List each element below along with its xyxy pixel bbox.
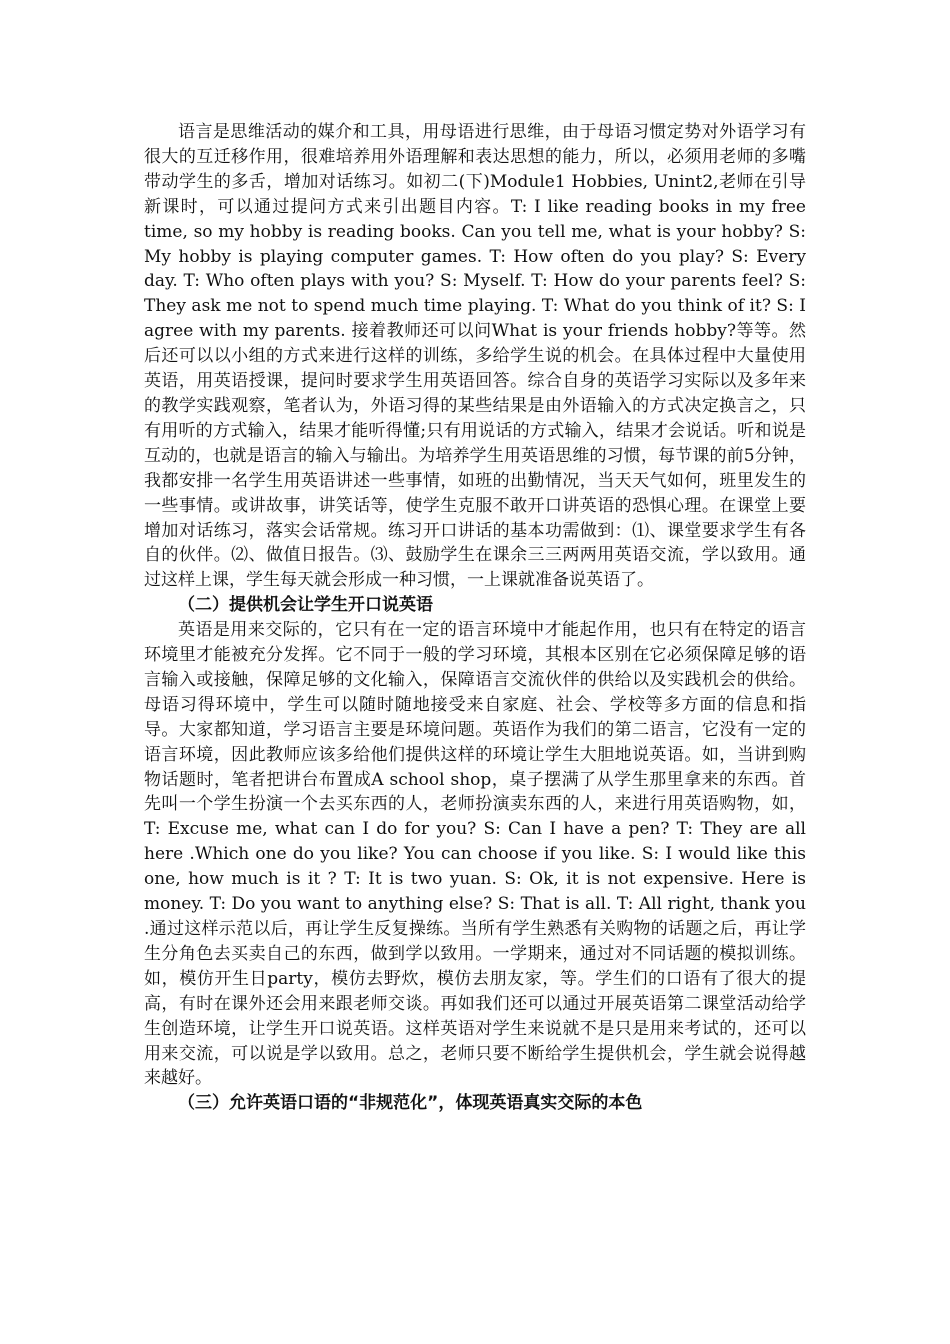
document-body <box>144 120 806 1116</box>
section-heading-3: （三）允许英语口语的“非规范化”，体现英语真实交际的本色 <box>178 1093 643 1114</box>
section-heading-2: （二）提供机会让学生开口说英语 <box>178 595 433 616</box>
paragraph-provide-opportunities: 英语是用来交际的，它只有在一定的语言环境中才能起作用，也只有在特定的语言环境里才能被充分发挥。它不同于一般的学习环境，其根本区别在它必须保障足够的语言输入或接触，保障足够的文化输入，保障语言交流伙伴的供给以及实践机会的供给。母语习得环境中，学生可以随时随地接受来自家庭、社会、学校等多方面的信息和指导。大家都知道，学习语言主要是环境问题。英语作为我们的第二语言，它没有一定的语言环境，因此教师应该多给他们提供这样的环境让学生大胆地说英语。如，当讲到购物话题时，笔者把讲台布置成A school shop，桌子摆满了从学生那里拿来的东西。首先叫一个学生扮演一个去买东西的人，老师扮演卖东西的人，来进行用英语购物，如，T: Excuse me, what can I do for you? S: Can I have a pen? T: They are all here .Which one do you like? You can choose if you like. S: I would like this one, how much is it ? T: It is two yuan. S: Ok, it is not expensive. Here is money. T: Do you want to anything else? S: That is all. T: All right, thank you .通过这样示范以后，再让学生反复操练。当所有学生熟悉有关购物的话题之后，再让学生分角色去买卖自己的东西，做到学以致用。一学期来，通过对不同话题的模拟训练。如，模仿开生日party，模仿去野炊，模仿去朋友家，等。学生们的口语有了很大的提高，有时在课外还会用来跟老师交谈。再如我们还可以通过开展英语第二课堂活动给学生创造环境，让学生开口说英语。这样英语对学生来说就不是只是用来考试的，还可以用来交流，可以说是学以致用。总之，老师只要不断给学生提供机会，学生就会说得越来越好。 <box>144 620 806 1089</box>
paragraph-speaking-practice: 语言是思维活动的媒介和工具，用母语进行思维，由于母语习惯定势对外语学习有很大的互迁移作用，很难培养用外语理解和表达思想的能力，所以，必须用老师的多嘴带动学生的多舌，增加对话练习。如初二(下)Module1 Hobbies, Unint2,老师在引导新课时，可以通过提问方式来引出题目内容。T: I like reading books in my free time, so my hobby is reading books. Can you tell me, what is your hobby? S: My hobby is playing computer games. T: How often do you play? S: Every day. T: Who often plays with you? S: Myself. T: How do your parents feel? S: They ask me not to spend much time playing. T: What do you think of it? S: I agree with my parents. 接着教师还可以问What is your friends hobby?等等。然后还可以以小组的方式来进行这样的训练，多给学生说的机会。在具体过程中大量使用英语，用英语授课，提问时要求学生用英语回答。综合自身的英语学习实际以及多年来的教学实践观察，笔者认为，外语习得的某些结果是由外语输入的方式决定换言之，只有用听的方式输入，结果才能听得懂;只有用说话的方式输入，结果才会说话。听和说是互动的，也就是语言的输入与输出。为培养学生用英语思维的习惯，每节课的前5分钟，我都安排一名学生用英语讲述一些事情，如班的出勤情况，当天天气如何，班里发生的一些事情。或讲故事，讲笑话等，使学生克服不敢开口讲英语的恐惧心理。在课堂上要增加对话练习，落实会话常规。练习开口讲话的基本功需做到：⑴、课堂要求学生有各自的伙伴。⑵、做值日报告。⑶、鼓励学生在课余三三两两用英语交流，学以致用。通过这样上课，学生每天就会形成一种习惯，一上课就准备说英语了。 <box>144 122 806 591</box>
